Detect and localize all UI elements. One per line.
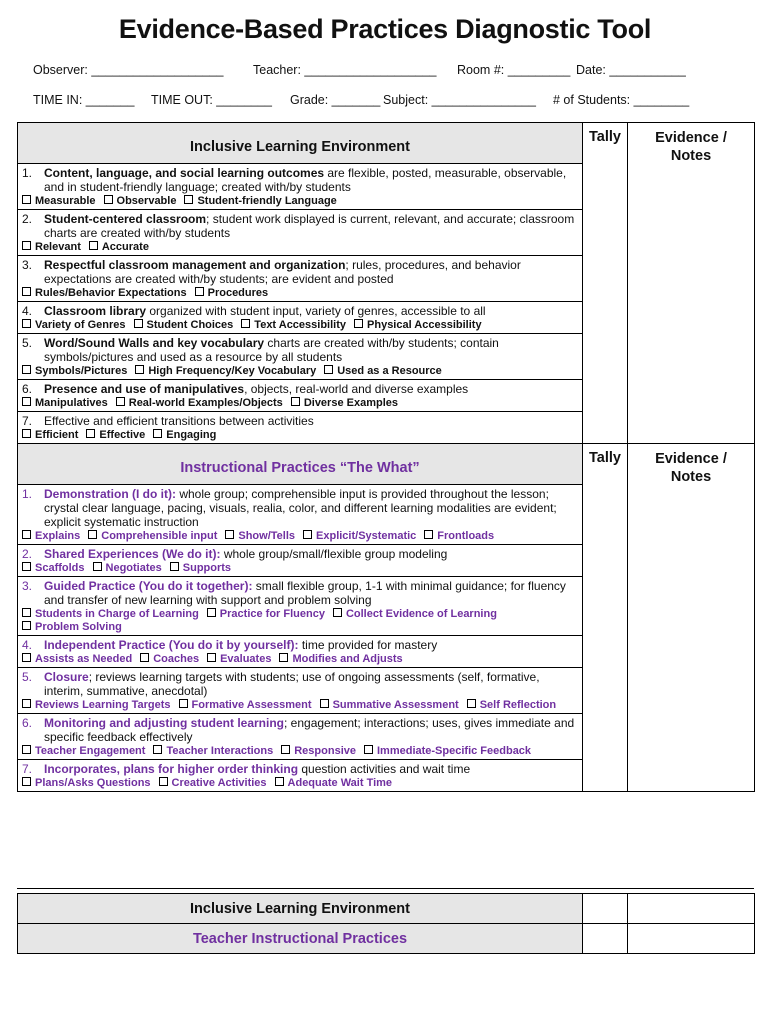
item-description: whole group/small/flexible group modeling	[220, 547, 448, 561]
item-description: charts are created with/by students; contain symbols/pictures and used as a resource by all students	[44, 336, 499, 364]
summary-tally-cell[interactable]	[583, 924, 628, 954]
checkbox-option[interactable]	[22, 777, 151, 789]
checkbox-option[interactable]	[22, 365, 127, 377]
checkbox-options	[22, 397, 578, 410]
observer-field[interactable]: Observer: ___________________	[33, 63, 224, 77]
checkbox-options	[22, 429, 578, 442]
item-number: 3.	[22, 579, 33, 593]
checkbox-option[interactable]	[281, 745, 356, 757]
item-number: 1.	[22, 487, 33, 501]
checkbox-label: Negotiates	[105, 562, 162, 574]
checkbox-icon[interactable]	[324, 365, 333, 374]
checkbox-options	[22, 319, 578, 332]
checkbox-option[interactable]	[170, 562, 231, 574]
checkbox-icon[interactable]	[22, 777, 31, 786]
checkbox-label: Problem Solving	[35, 621, 122, 633]
diagnostic-table	[17, 122, 755, 792]
section1-item	[18, 164, 583, 210]
item-text	[44, 547, 578, 561]
checkbox-option[interactable]	[320, 699, 459, 711]
subject-field[interactable]: Subject: _______________	[383, 93, 536, 107]
checkbox-label: Supports	[182, 562, 232, 574]
section1-item	[18, 334, 583, 380]
checkbox-label: Summative Assessment	[332, 699, 459, 711]
section2-item	[18, 636, 583, 668]
checkbox-icon[interactable]	[22, 287, 31, 296]
checkbox-icon[interactable]	[22, 365, 31, 374]
checkbox-icon[interactable]	[354, 319, 363, 328]
item-number: 5.	[22, 670, 33, 684]
section1-evidence-column[interactable]	[628, 123, 755, 444]
item-bold-text: Student-centered classroom	[44, 212, 207, 226]
item-bold-text: Word/Sound Walls and key vocabulary	[44, 336, 265, 350]
checkbox-icon[interactable]	[22, 530, 31, 539]
item-bold-text: Shared Experiences (We do it):	[44, 547, 221, 561]
checkbox-option[interactable]	[241, 319, 346, 331]
checkbox-option[interactable]	[179, 699, 312, 711]
item-bold-text: Monitoring and adjusting student learning	[44, 716, 284, 730]
checkbox-icon[interactable]	[241, 319, 250, 328]
checkbox-label: Immediate-Specific Feedback	[376, 745, 532, 757]
checkbox-icon[interactable]	[159, 777, 168, 786]
checkbox-label: Comprehensible input	[101, 530, 218, 542]
checkbox-option[interactable]	[86, 429, 145, 441]
item-description: time provided for mastery	[298, 638, 438, 652]
checkbox-icon[interactable]	[88, 530, 97, 539]
section2-item	[18, 485, 583, 545]
checkbox-options	[22, 365, 578, 378]
evidence-header: Evidence / Notes	[655, 451, 727, 485]
checkbox-icon[interactable]	[22, 699, 31, 708]
item-bold-text: Content, language, and social learning outcomes	[44, 166, 325, 180]
item-number: 2.	[22, 212, 33, 226]
summary-row-inclusive: Inclusive Learning Environment	[18, 894, 583, 924]
item-description: organized with student input, variety of genres, accessible to all	[146, 304, 486, 318]
checkbox-label: Real-world Examples/Objects	[128, 397, 283, 409]
section1-item	[18, 412, 583, 444]
checkbox-icon[interactable]	[467, 699, 476, 708]
section1-title: Inclusive Learning Environment	[18, 123, 583, 164]
checkbox-label: Reviews Learning Targets	[35, 699, 171, 711]
checkbox-option[interactable]	[22, 608, 199, 620]
section2-item	[18, 545, 583, 577]
checkbox-icon[interactable]	[22, 397, 31, 406]
summary-notes-cell[interactable]	[628, 894, 755, 924]
checkbox-label: Creative Activities	[171, 777, 267, 789]
item-text	[44, 638, 578, 652]
section1-item	[18, 210, 583, 256]
item-description: small flexible group, 1-1 with minimal guidance; for fluency and transfer of new learning with support and problem solving	[44, 579, 566, 607]
checkbox-label: Observable	[116, 195, 177, 207]
item-bold-text: Presence and use of manipulatives	[44, 382, 245, 396]
item-number: 6.	[22, 716, 33, 730]
item-bold-text: Incorporates, plans for higher order thinking	[44, 762, 299, 776]
item-text	[44, 579, 578, 607]
checkbox-options	[22, 777, 578, 790]
checkbox-label: Text Accessibility	[254, 319, 347, 331]
item-text	[44, 336, 578, 364]
checkbox-label: Coaches	[153, 653, 200, 665]
section2-item	[18, 714, 583, 760]
checkbox-icon[interactable]	[364, 745, 373, 754]
item-number: 6.	[22, 382, 33, 396]
checkbox-icon[interactable]	[207, 653, 216, 662]
section1-item	[18, 380, 583, 412]
checkbox-label: Self Reflection	[479, 699, 557, 711]
item-text	[44, 414, 578, 428]
evidence-header: Evidence / Notes	[655, 130, 727, 164]
checkbox-option[interactable]	[225, 530, 295, 542]
checkbox-label: Engaging	[166, 429, 217, 441]
checkbox-icon[interactable]	[424, 530, 433, 539]
checkbox-label: Show/Tells	[238, 530, 296, 542]
item-description: ; student work displayed is current, relevant, and accurate; classroom charts are created with/by students	[44, 212, 575, 240]
checkbox-options	[22, 745, 578, 758]
checkbox-option[interactable]	[22, 319, 126, 331]
checkbox-option[interactable]	[354, 319, 482, 331]
checkbox-label: Assists as Needed	[35, 653, 133, 665]
summary-row-instructional: Teacher Instructional Practices	[18, 924, 583, 954]
checkbox-option[interactable]	[89, 241, 149, 253]
checkbox-option[interactable]	[153, 745, 273, 757]
checkbox-option[interactable]	[22, 621, 122, 633]
checkbox-option[interactable]	[153, 429, 216, 441]
checkbox-icon[interactable]	[89, 241, 98, 250]
checkbox-label: Frontloads	[437, 530, 495, 542]
checkbox-option[interactable]	[135, 365, 316, 377]
checkbox-option[interactable]	[22, 745, 145, 757]
checkbox-options	[22, 699, 578, 712]
item-number: 2.	[22, 547, 33, 561]
checkbox-option[interactable]	[93, 562, 162, 574]
checkbox-icon[interactable]	[135, 365, 144, 374]
summary-notes-cell[interactable]	[628, 924, 755, 954]
checkbox-option[interactable]	[22, 562, 85, 574]
checkbox-option[interactable]	[22, 241, 81, 253]
checkbox-option[interactable]	[88, 530, 217, 542]
checkbox-label: Rules/Behavior Expectations	[35, 287, 187, 299]
checkbox-option[interactable]	[159, 777, 267, 789]
checkbox-label: Students in Charge of Learning	[35, 608, 199, 620]
checkbox-icon[interactable]	[303, 530, 312, 539]
checkbox-label: Relevant	[35, 241, 81, 253]
checkbox-icon[interactable]	[195, 287, 204, 296]
section2-tally-column[interactable]	[583, 444, 628, 792]
checkbox-label: Practice for Fluency	[219, 608, 325, 620]
item-number: 4.	[22, 304, 33, 318]
checkbox-option[interactable]	[134, 319, 234, 331]
checkbox-options	[22, 608, 578, 634]
checkbox-option[interactable]	[22, 653, 132, 665]
time-in-field[interactable]: TIME IN: _______	[33, 93, 135, 107]
grade-field[interactable]: Grade: _______	[290, 93, 381, 107]
checkbox-icon[interactable]	[279, 653, 288, 662]
checkbox-label: Student Choices	[146, 319, 234, 331]
checkbox-icon[interactable]	[22, 429, 31, 438]
item-text	[44, 487, 578, 529]
room-field[interactable]: Room #: _________	[457, 63, 571, 77]
checkbox-label: Formative Assessment	[191, 699, 312, 711]
checkbox-icon[interactable]	[22, 241, 31, 250]
checkbox-icon[interactable]	[184, 195, 193, 204]
checkbox-icon[interactable]	[140, 653, 149, 662]
checkbox-option[interactable]	[424, 530, 494, 542]
checkbox-label: Measurable	[35, 195, 96, 207]
checkbox-label: Diverse Examples	[303, 397, 398, 409]
checkbox-label: Efficient	[35, 429, 79, 441]
checkbox-icon[interactable]	[22, 562, 31, 571]
checkbox-option[interactable]	[22, 397, 108, 409]
checkbox-icon[interactable]	[22, 319, 31, 328]
checkbox-icon[interactable]	[104, 195, 113, 204]
checkbox-label: Student-friendly Language	[197, 195, 337, 207]
checkbox-icon[interactable]	[86, 429, 95, 438]
item-number: 7.	[22, 762, 33, 776]
item-description: ; engagement; interactions; uses, gives immediate and specific feedback effectively	[44, 716, 575, 744]
item-text	[44, 258, 578, 286]
checkbox-label: High Frequency/Key Vocabulary	[148, 365, 317, 377]
checkbox-icon[interactable]	[225, 530, 234, 539]
item-description: , objects, real-world and diverse examples	[244, 382, 469, 396]
checkbox-option[interactable]	[184, 195, 336, 207]
checkbox-options	[22, 530, 578, 543]
item-bold-text: Closure	[44, 670, 89, 684]
checkbox-label: Responsive	[294, 745, 356, 757]
item-number: 3.	[22, 258, 33, 272]
item-description: Effective and efficient transitions between activities	[44, 414, 314, 428]
checkbox-label: Explicit/Systematic	[316, 530, 417, 542]
checkbox-options	[22, 562, 578, 575]
teacher-field[interactable]: Teacher: ___________________	[253, 63, 437, 77]
checkbox-icon[interactable]	[134, 319, 143, 328]
item-text	[44, 304, 578, 318]
students-count-field[interactable]: # of Students: ________	[553, 93, 690, 107]
checkbox-label: Accurate	[101, 241, 149, 253]
checkbox-label: Teacher Engagement	[35, 745, 146, 757]
item-description: ; reviews learning targets with students; use of ongoing assessments (self, formative, interim, summative, anecdotal)	[44, 670, 540, 698]
checkbox-icon[interactable]	[153, 429, 162, 438]
checkbox-option[interactable]	[22, 699, 171, 711]
checkbox-label: Manipulatives	[35, 397, 108, 409]
section2-evidence-column[interactable]	[628, 444, 755, 792]
checkbox-option[interactable]	[195, 287, 269, 299]
item-text	[44, 762, 578, 776]
checkbox-option[interactable]	[333, 608, 497, 620]
checkbox-icon[interactable]	[22, 745, 31, 754]
checkbox-label: Plans/Asks Questions	[35, 777, 151, 789]
section2-title: Instructional Practices “The What”	[18, 444, 583, 485]
summary-divider	[17, 888, 754, 892]
section1-tally-column[interactable]	[583, 123, 628, 444]
checkbox-icon[interactable]	[275, 777, 284, 786]
checkbox-icon[interactable]	[93, 562, 102, 571]
checkbox-icon[interactable]	[116, 397, 125, 406]
checkbox-option[interactable]	[22, 195, 96, 207]
checkbox-option[interactable]	[22, 429, 78, 441]
item-bold-text: Respectful classroom management and organization	[44, 258, 346, 272]
checkbox-label: Symbols/Pictures	[35, 365, 128, 377]
checkbox-icon[interactable]	[320, 699, 329, 708]
checkbox-option[interactable]	[22, 287, 187, 299]
item-number: 5.	[22, 336, 33, 350]
checkbox-icon[interactable]	[170, 562, 179, 571]
checkbox-label: Scaffolds	[35, 562, 85, 574]
summary-table	[17, 893, 755, 954]
item-bold-text: Demonstration (I do it):	[44, 487, 176, 501]
time-out-field[interactable]: TIME OUT: ________	[151, 93, 272, 107]
checkbox-label: Evaluates	[220, 653, 272, 665]
checkbox-options	[22, 241, 578, 254]
page-title: Evidence-Based Practices Diagnostic Tool	[118, 14, 652, 44]
checkbox-icon[interactable]	[22, 621, 31, 630]
section2-item	[18, 760, 583, 792]
checkbox-label: Used as a Resource	[337, 365, 442, 377]
tally-header: Tally	[589, 129, 621, 145]
item-text	[44, 382, 578, 396]
checkbox-icon[interactable]	[281, 745, 290, 754]
checkbox-options	[22, 653, 578, 666]
checkbox-option[interactable]	[22, 530, 80, 542]
item-number: 4.	[22, 638, 33, 652]
checkbox-icon[interactable]	[22, 608, 31, 617]
section2-item	[18, 577, 583, 636]
checkbox-icon[interactable]	[333, 608, 342, 617]
checkbox-option[interactable]	[291, 397, 398, 409]
checkbox-option[interactable]	[116, 397, 283, 409]
checkbox-label: Modifies and Adjusts	[292, 653, 403, 665]
checkbox-label: Procedures	[207, 287, 269, 299]
item-bold-text: Guided Practice (You do it together):	[44, 579, 253, 593]
checkbox-option[interactable]	[104, 195, 177, 207]
checkbox-option[interactable]	[275, 777, 393, 789]
checkbox-icon[interactable]	[179, 699, 188, 708]
item-description: whole group; comprehensible input is provided throughout the lesson; crystal clear language, pacing, visuals, realia, color, and different learning modalities are evident; explicit systematic instruction	[44, 487, 557, 529]
item-text	[44, 670, 578, 698]
checkbox-label: Effective	[99, 429, 146, 441]
checkbox-icon[interactable]	[291, 397, 300, 406]
checkbox-options	[22, 287, 578, 300]
section1-item	[18, 256, 583, 302]
checkbox-option[interactable]	[303, 530, 416, 542]
checkbox-icon[interactable]	[22, 195, 31, 204]
item-description: ; rules, procedures, and behavior expectations are created with/by students; are evident and posted	[44, 258, 521, 286]
checkbox-label: Collect Evidence of Learning	[345, 608, 497, 620]
checkbox-icon[interactable]	[153, 745, 162, 754]
item-bold-text: Classroom library	[44, 304, 147, 318]
checkbox-icon[interactable]	[22, 653, 31, 662]
date-field[interactable]: Date: ___________	[576, 63, 686, 77]
item-bold-text: Independent Practice (You do it by yourself):	[44, 638, 299, 652]
checkbox-option[interactable]	[324, 365, 442, 377]
checkbox-option[interactable]	[364, 745, 531, 757]
item-text	[44, 212, 578, 240]
checkbox-label: Teacher Interactions	[166, 745, 274, 757]
item-number: 7.	[22, 414, 33, 428]
checkbox-label: Variety of Genres	[35, 319, 126, 331]
item-description: question activities and wait time	[298, 762, 471, 776]
checkbox-option[interactable]	[467, 699, 556, 711]
item-text	[44, 166, 578, 194]
checkbox-option[interactable]	[207, 608, 325, 620]
checkbox-label: Physical Accessibility	[367, 319, 482, 331]
checkbox-option[interactable]	[207, 653, 271, 665]
checkbox-label: Adequate Wait Time	[287, 777, 393, 789]
tally-header: Tally	[589, 450, 621, 466]
item-number: 1.	[22, 166, 33, 180]
checkbox-option[interactable]	[279, 653, 402, 665]
item-text	[44, 716, 578, 744]
checkbox-icon[interactable]	[207, 608, 216, 617]
checkbox-option[interactable]	[140, 653, 199, 665]
checkbox-label: Explains	[35, 530, 81, 542]
item-description: are flexible, posted, measurable, observable, and in student-friendly language; created with/by students	[44, 166, 567, 194]
checkbox-options	[22, 195, 578, 208]
summary-tally-cell[interactable]	[583, 894, 628, 924]
section1-item	[18, 302, 583, 334]
section2-item	[18, 668, 583, 714]
